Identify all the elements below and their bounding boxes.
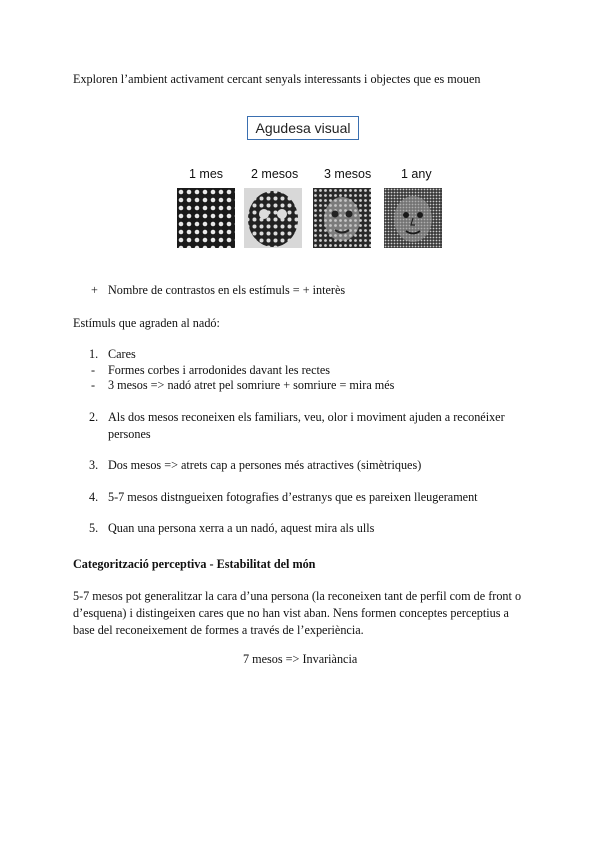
- age-label-1: 1 mes: [189, 167, 224, 181]
- list-item: Quan una persona xerra a un nadó, aquest mira als ulls: [108, 521, 375, 535]
- acuity-image-2-months: [244, 188, 302, 248]
- age-label-4: 1 any: [401, 167, 432, 181]
- acuity-image-1-year: [384, 188, 442, 248]
- stimuli-intro: Estímuls que agraden al nadó:: [73, 316, 220, 330]
- age-label-2: 2 mesos: [251, 167, 299, 181]
- list-item: 5-7 mesos distngueixen fotografies d’estranys que es pareixen lleugerament: [108, 490, 478, 504]
- list-item: Formes corbes i arrodonides davant les rectes: [108, 363, 331, 377]
- list-number: 4.: [89, 490, 99, 504]
- intro-text: Exploren l’ambient activament cercant senyals interessants i objectes que es mouen: [73, 72, 481, 86]
- list-item: 3 mesos => nadó atret pel somriure + somriure = mira més: [108, 378, 395, 392]
- list-item: Cares: [108, 347, 136, 361]
- acuity-image-1-month: [177, 188, 235, 248]
- paragraph: 5-7 mesos pot generalitzar la cara d’una persona (la reconeixen tant de perfil com de front o d’esquena) i distingeixen cares que no han vist aban. Nens formen conceptes perceptius a base del reconeixement de formes a través de l’experiència.: [73, 589, 522, 637]
- bullet-text: Nombre de contrastos en els estímuls = + interès: [108, 283, 346, 297]
- list-number: 1.: [89, 347, 99, 361]
- figure-caption: Agudesa visual: [247, 116, 359, 140]
- list-item-continuation: persones: [108, 427, 151, 441]
- section-heading: Categorització perceptiva - Estabilitat del món: [73, 557, 316, 571]
- acuity-image-3-months: [313, 188, 371, 248]
- list-item: Als dos mesos reconeixen els familiars, veu, olor i moviment ajuden a reconéixer: [108, 410, 505, 424]
- list-number: -: [91, 378, 96, 392]
- centered-line: 7 mesos => Invariància: [243, 652, 358, 666]
- bullet-marker: +: [91, 283, 98, 297]
- list-number: 5.: [89, 521, 99, 535]
- list-item: Dos mesos => atrets cap a persones més atractives (simètriques): [108, 458, 422, 472]
- list-number: 3.: [89, 458, 99, 472]
- age-label-3: 3 mesos: [324, 167, 372, 181]
- list-number: -: [91, 363, 96, 377]
- list-number: 2.: [89, 410, 99, 424]
